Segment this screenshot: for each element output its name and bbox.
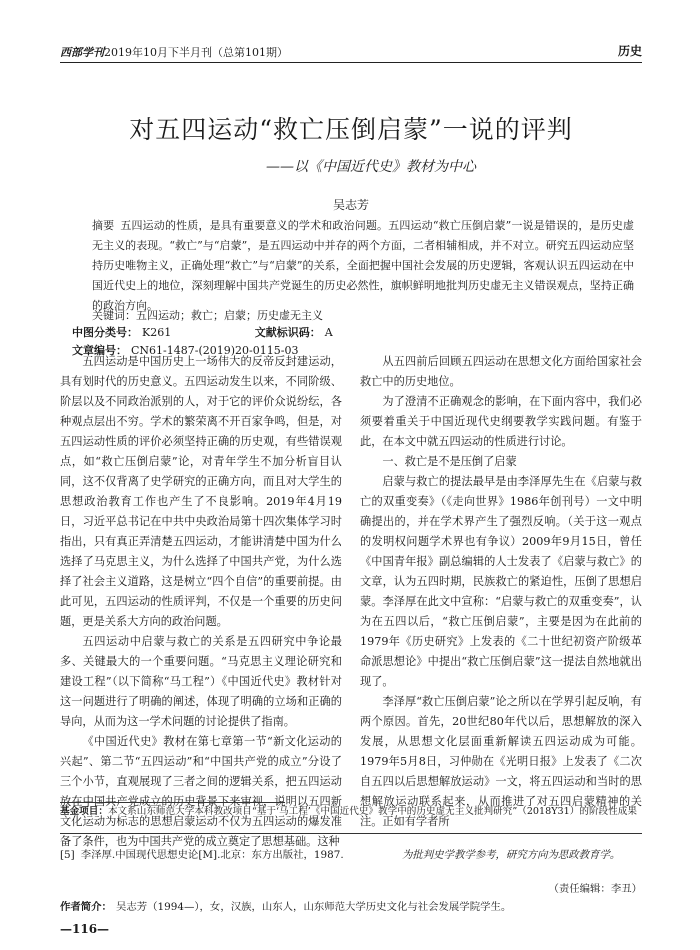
clc-value: K261 (142, 326, 172, 339)
editor-note: （责任编辑：李丑） (548, 883, 642, 895)
article-subtitle: ——以《中国近代史》教材为中心 (266, 159, 476, 175)
author-bio (60, 898, 642, 913)
body-paragraph: 《中国近代史》教材在第七章第一节“新文化运动的兴起”、第二节“五四运动”和“中国共产党的成立”分设了三个小节，直观展现了三者之间的逻辑关系，把五四运动放在中国共产党成立的历史背景下来审视，说明以五四新文化运动为标志的思想启蒙运动不仅为五四运动的爆发准备了条件，也为中国共产党的成立奠定了思想基础。这种 (60, 735, 342, 848)
keywords-label: 关键词： (92, 309, 136, 322)
author-bio-text: 吴志芳（1994—），女，汉族，山东人，山东师范大学历史文化与社会发展学院学生。 (115, 901, 512, 913)
issue-info: 2019年10月下半月刊（总第101期） (104, 46, 288, 59)
body-paragraph: 启蒙与救亡的提法最早是由李泽厚先生在《启蒙与救亡的双重变奏》（《走向世界》1986年创刊号）一文中明确提出的，并在学术界产生了强烈反响。（关于这一观点的发明权问题学术界也有争议）2009年9月15日，曾任《中国青年报》副总编辑的人士发表了《启蒙与救亡》的文章，认为五四时期，民族救亡的紧迫性，压倒了思想启蒙。李泽厚在此文中宣称：“启蒙与救亡的双重变奏”，认为在五四以后，“救亡压倒启蒙”，主要是因为在此前的1979年《历史研究》上发表的《二十世纪初资产阶级革命派思想论》中提出“救亡压倒启蒙”这一提法自然地就出现了。 (360, 475, 642, 688)
clc-number (72, 324, 211, 342)
article-author: 吴志芳 (332, 198, 369, 212)
footnote-rule (60, 802, 285, 803)
references-list (60, 846, 350, 864)
body-paragraph: 从五四前后回顾五四运动在思想文化方面给国家社会救亡中的历史地位。 (360, 355, 642, 388)
body-column-right (360, 352, 642, 832)
clc-label: 中图分类号： (72, 326, 138, 339)
references-rule (60, 833, 642, 834)
body-paragraph: 五四运动是中国历史上一场伟大的反帝反封建运动，具有划时代的历史意义。五四运动发生以来，不同阶级、阶层以及不同政治派别的人，对于它的评价众说纷纭，各种观点层出不穷。学术的繁荣离不开百家争鸣，但是，对五四运动性质的评价必须坚持正确的历史观，有些错误观点，如“救亡压倒启蒙”论，对青年学生不加分析盲目认同，这不仅背离了史学研究的正确方向，而且对大学生的思想政治教育工作也产生了不良影响。2019年4月19日，习近平总书记在中共中央政治局第十四次集体学习时指出，只有真正弄清楚五四运动，才能讲清楚中国为什么选择了马克思主义，为什么选择了中国共产党，为什么选择了社会主义道路，这是树立“四个自信”的重要前提。由此可见，五四运动的性质评判，不仅是一个重要的历史问题，更是关系大方向的政治问题。 (60, 355, 342, 628)
reference-text: 李泽厚.中国现代思想史论[M].北京：东方出版社，1987. (80, 849, 344, 861)
fund-text: 本文系山东师范大学本科教改项目“基于‘马工程’《中国近代史》教学中的历史虚无主义批判研究”（2018Y31）的阶段性成果 (107, 806, 637, 817)
running-header (60, 40, 642, 62)
abstract (92, 216, 634, 316)
reference-continuation: 为批判史学教学参考，研究方向为思政教育学。 (402, 849, 621, 861)
art-label: 文章编号： (72, 344, 127, 357)
body-paragraph: 为了澄清不正确观念的影响，在下面内容中，我们必须要着重关于中国近现代史纲要教学实践问题。有鉴于此，在本文中就五四运动的性质进行讨论。 (360, 395, 642, 448)
doc-label: 文献标识码： (254, 326, 321, 339)
doc-value: A (324, 326, 333, 339)
keywords-text: 五四运动；救亡；启蒙；历史虚无主义 (136, 309, 323, 322)
journal-name: 西部学刊 (60, 46, 104, 59)
section-category: 历史 (617, 44, 642, 58)
section-heading: 一、救亡是不是压倒了启蒙 (382, 455, 517, 468)
journal-info (60, 44, 288, 60)
page-number: —116— (60, 922, 110, 936)
fund-label: 基金项目： (60, 806, 108, 817)
reference-item (60, 846, 350, 864)
body-paragraph: 李泽厚“救亡压倒启蒙”论之所以在学界引起反响，有两个原因。首先，20世纪80年代以后，思想解放的深入发展，从思想文化层面重新解读五四运动成为可能。1979年5月8日，习仲勋在《光明日报》上发表了《二次自五四以后思想解放运动》一文，将五四运动和当时的思想解放运动联系起来，从而推进了对五四启蒙精神的关注。正如有学者所 (360, 695, 642, 828)
keywords (92, 307, 634, 325)
header-rule (60, 62, 642, 63)
abstract-text: 五四运动的性质，是具有重要意义的学术和政治问题。五四运动“救亡压倒启蒙”一说是错误的，是历史虚无主义的表现。“救亡”与“启蒙”，是五四运动中并存的两个方面，二者相辅相成，并不对立。研究五四运动应坚持历史唯物主义，正确处理“救亡”与“启蒙”的关系，全面把握中国社会发展的历史逻辑，客观认识五四运动在中国近代史上的地位，深刻理解中国共产党诞生的历史必然性，旗帜鲜明地批判历史虚无主义错误观点，坚持正确的政治方向。 (92, 219, 634, 312)
doc-code (255, 324, 373, 342)
reference-number: [5] (60, 849, 75, 861)
art-value: CN61-1487-(2019)20-0115-03 (131, 344, 299, 357)
article-title: 对五四运动“救亡压倒启蒙”一说的评判 (129, 115, 573, 144)
body-column-left (60, 352, 342, 852)
abstract-label: 摘要 (92, 219, 115, 232)
fund-note (60, 804, 642, 819)
author-bio-label: 作者简介： (60, 901, 112, 913)
body-paragraph: 五四运动中启蒙与救亡的关系是五四研究中争论最多、关键最大的一个重要问题。“马克思主义理论研究和建设工程”（以下简称“马工程”）《中国近代史》教材针对这一问题进行了明确的阐述，体现了明确的立场和正确的导向，从而为这一学术问题的讨论提供了指南。 (60, 635, 342, 728)
